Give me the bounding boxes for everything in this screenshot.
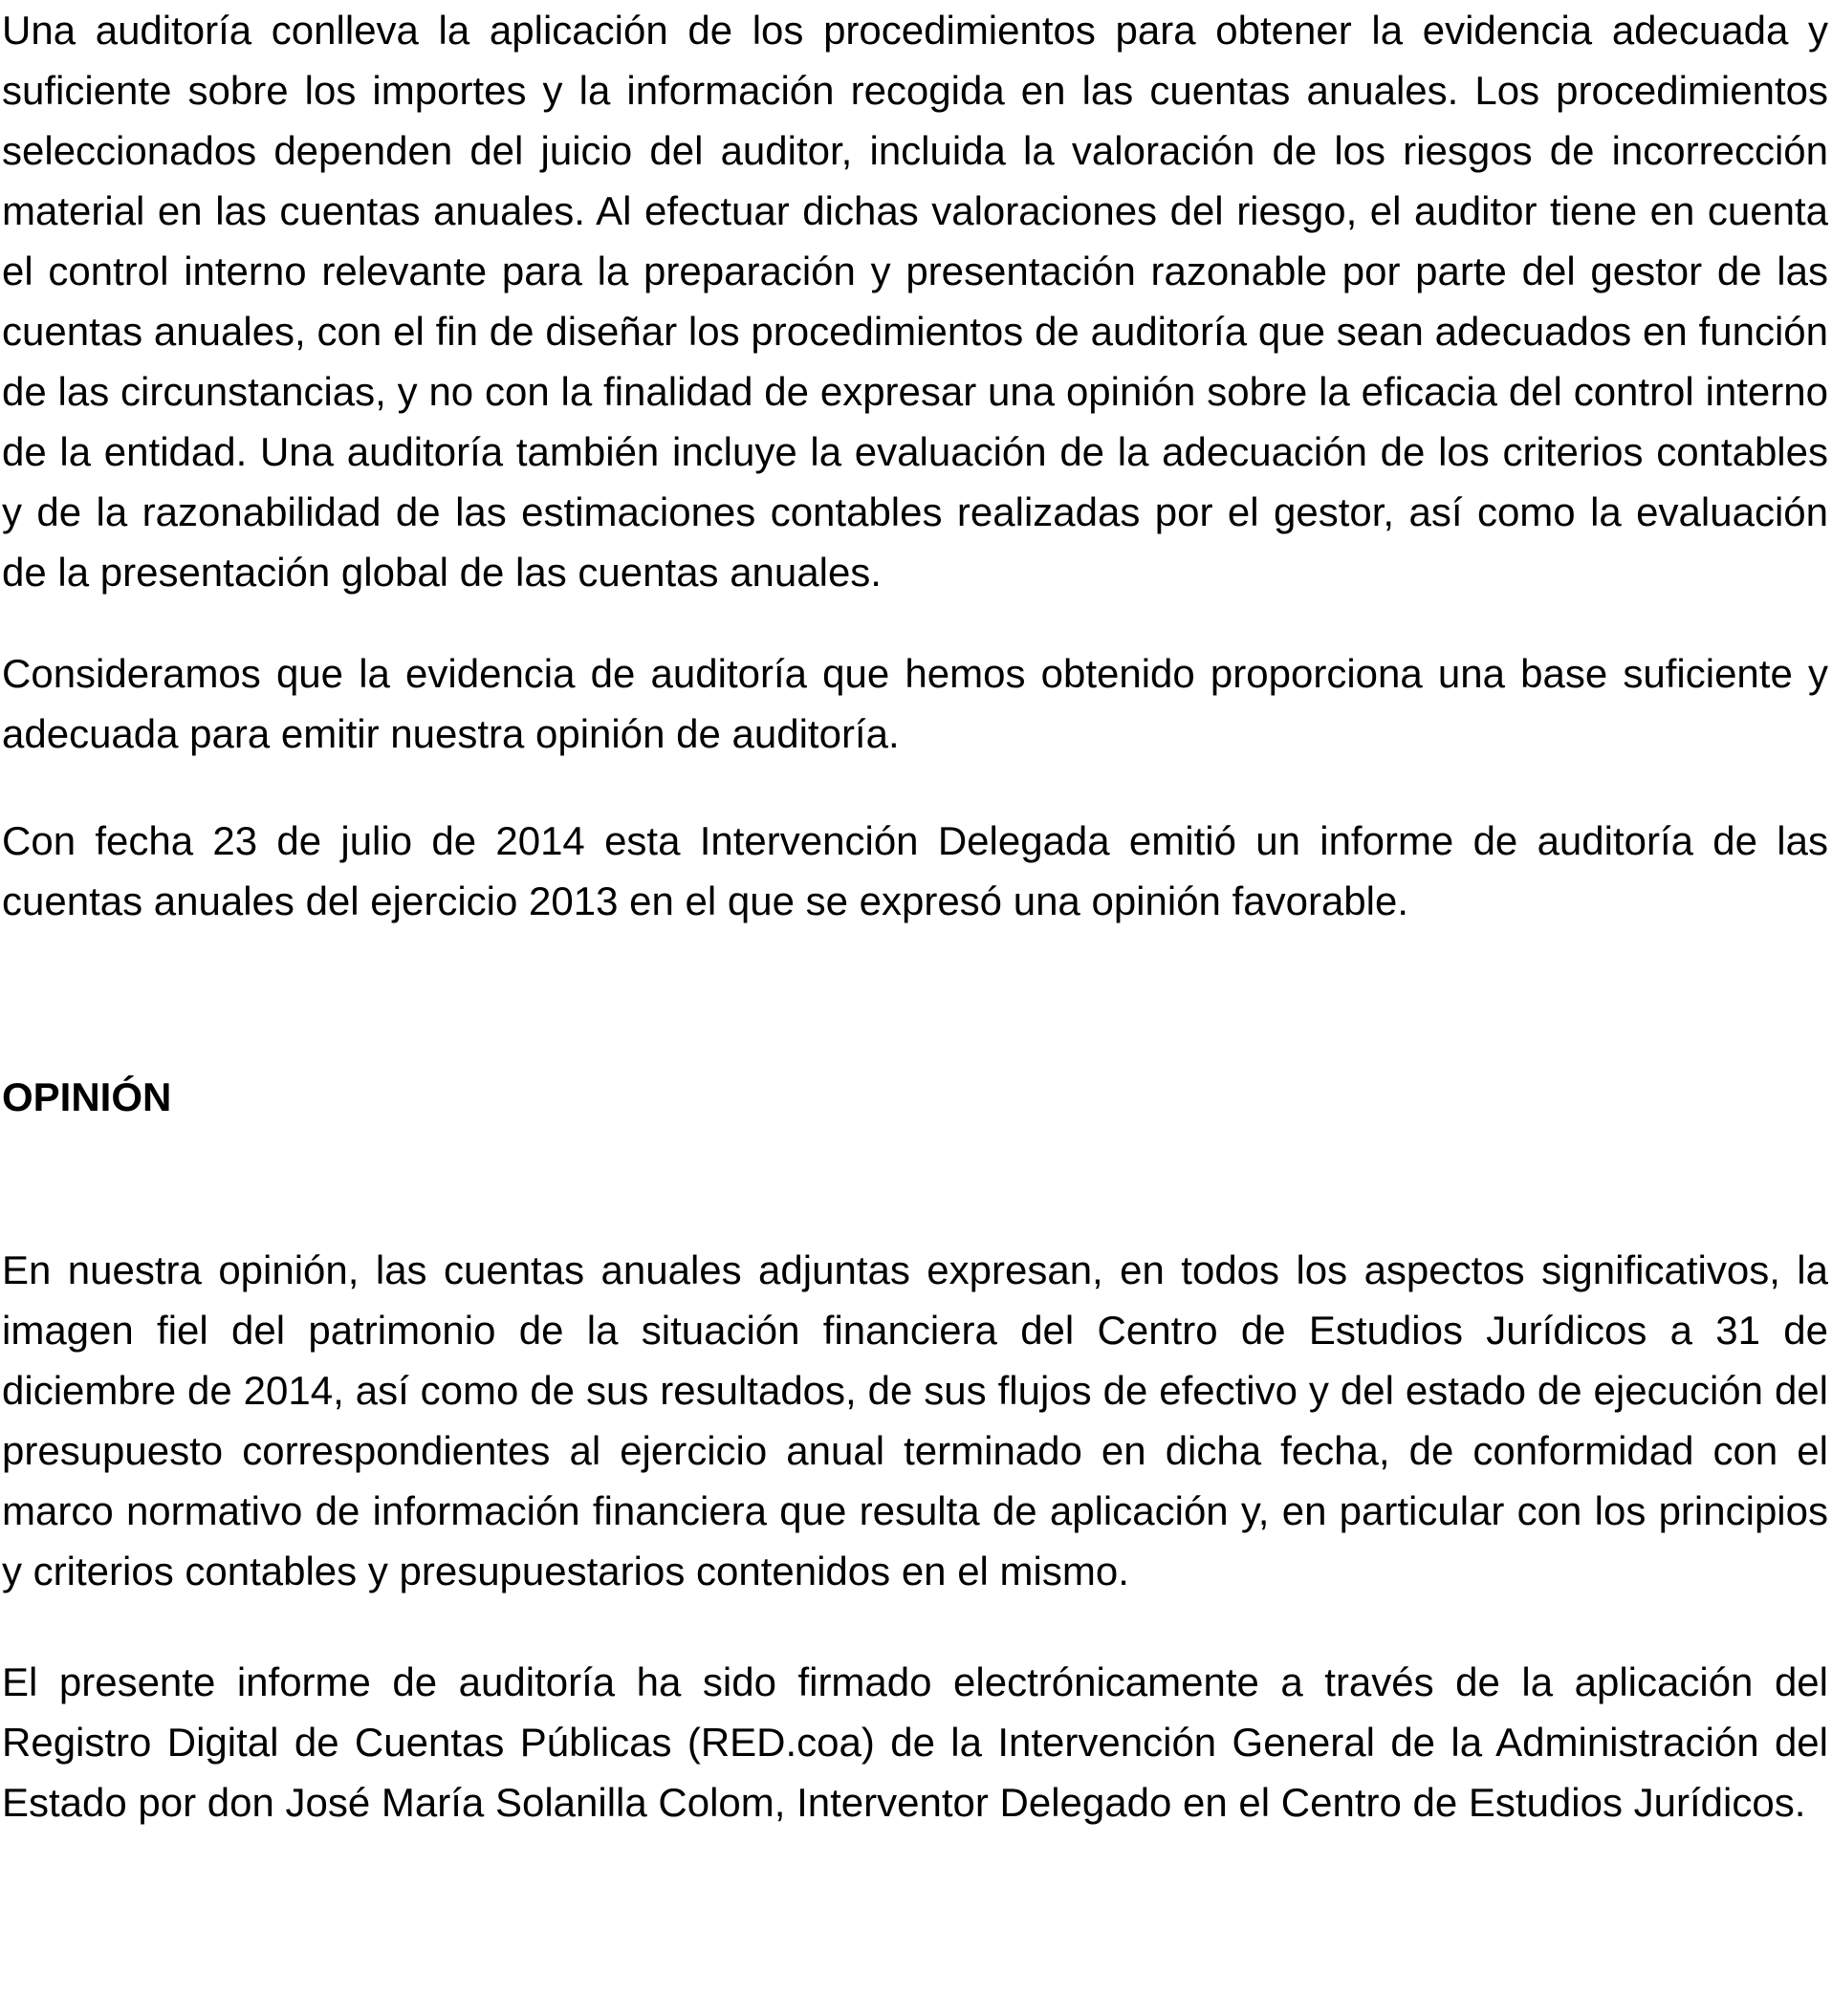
paragraph-audit-evidence: Consideramos que la evidencia de auditoría que hemos obtenido proporciona una base suficiente y adecuada para emitir nuestra opinión de auditoría.: [2, 651, 1828, 756]
document-body: [2, 0, 1828, 1832]
section-heading-opinion: OPINIÓN: [2, 1074, 172, 1119]
paragraph-opinion: En nuestra opinión, las cuentas anuales adjuntas expresan, en todos los aspectos significativos, la imagen fiel del patrimonio de la situación financiera del Centro de Estudios Jurídicos a 31 de diciembre de 2014, así como de sus resultados, de sus flujos de efectivo y del estado de ejecución del presupuesto correspondientes al ejercicio anual terminado en dicha fecha, de conformidad con el marco normativo de información financiera que resulta de aplicación y, en particular con los principios y criterios contables y presupuestarios contenidos en el mismo.: [2, 1247, 1828, 1593]
paragraph-audit-procedures: Una auditoría conlleva la aplicación de los procedimientos para obtener la evidencia adecuada y suficiente sobre los importes y la información recogida en las cuentas anuales. Los procedimientos seleccionados dependen del juicio del auditor, incluida la valoración de los riesgos de incorrección material en las cuentas anuales. Al efectuar dichas valoraciones del riesgo, el auditor tiene en cuenta el control interno relevante para la preparación y presentación razonable por parte del gestor de las cuentas anuales, con el fin de diseñar los procedimientos de auditoría que sean adecuados en función de las circunstancias, y no con la finalidad de expresar una opinión sobre la eficacia del control interno de la entidad. Una auditoría también incluye la evaluación de la adecuación de los criterios contables y de la razonabilidad de las estimaciones contables realizadas por el gestor, así como la evaluación de la presentación global de las cuentas anuales.: [2, 8, 1828, 595]
paragraph-signature-note: El presente informe de auditoría ha sido firmado electrónicamente a través de la aplicación del Registro Digital de Cuentas Públicas (RED.coa) de la Intervención General de la Administración del Estado por don José María Solanilla Colom, Interventor Delegado en el Centro de Estudios Jurídicos.: [2, 1659, 1828, 1825]
paragraph-prior-report: Con fecha 23 de julio de 2014 esta Intervención Delegada emitió un informe de auditoría de las cuentas anuales del ejercicio 2013 en el que se expresó una opinión favorable.: [2, 818, 1828, 923]
